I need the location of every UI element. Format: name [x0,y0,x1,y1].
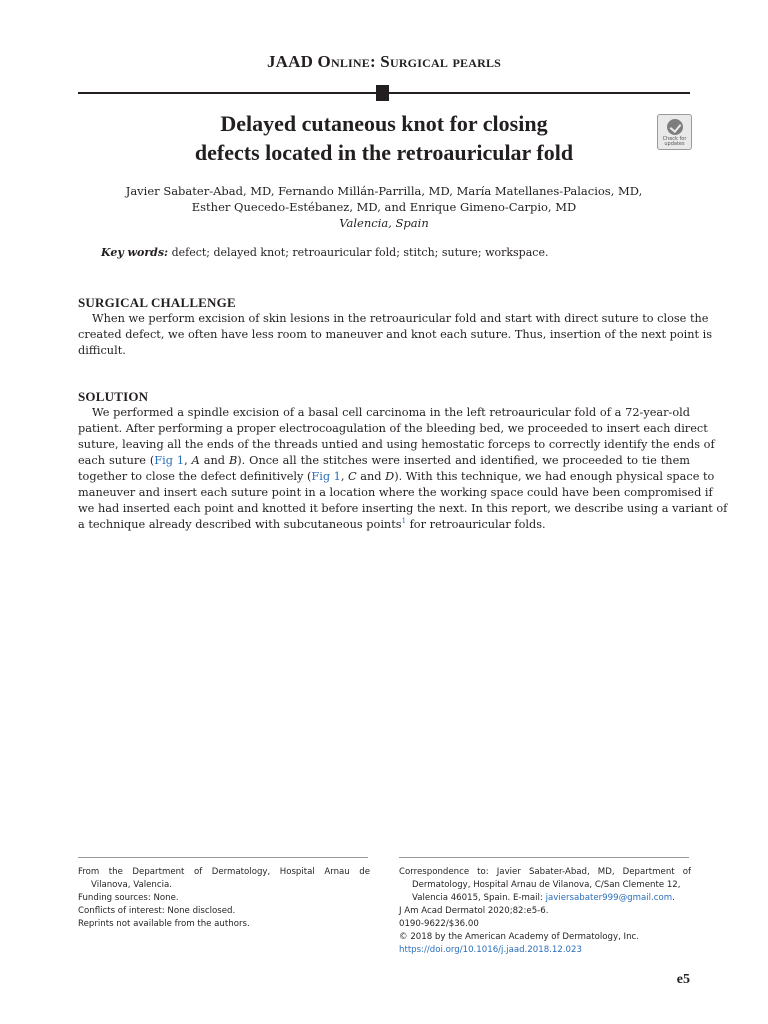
journal-section-header [0,52,768,72]
panel-label: C [348,470,357,483]
email-link[interactable]: javiersabater999@gmail.com [545,893,673,903]
footnotes-right [399,866,691,957]
issn: 0190-9622/$36.00 [399,919,479,929]
authors-line-2: Esther Quecedo-Estébanez, MD, and Enrique Gimeno-Carpio, MD [191,200,577,214]
text-line: When we perform excision of skin lesions in the retroauricular fold and start with direct suture to close the [92,312,709,325]
footnotes-left [78,866,370,931]
footnote-rule-left [78,857,368,858]
panel-label: B [228,454,238,467]
crossmark-label: Check for updates [662,136,687,147]
crossmark-icon [667,119,683,135]
text-segment: . [672,893,675,903]
text-segment: Valencia 46015, Spain. E-mail: [412,893,546,903]
article-title [120,109,648,167]
page-number: e5 [676,972,690,987]
correspondence-line-2: Dermatology, Hospital Arnau de Vilanova, C/San Clemente 12, [412,880,681,890]
panel-label: A [191,454,200,467]
correspondence-line-3 [399,892,691,905]
check-for-updates-badge[interactable] [657,114,692,150]
text-segment: and [356,470,386,483]
text-segment: , [340,470,349,483]
footnote-funding: Funding sources: None. [78,893,179,903]
keywords [101,245,548,260]
footnote-from-line-1: From the Department of Dermatology, Hospital Arnau de [78,867,370,877]
text-line: difficult. [78,344,126,357]
footnote-reprints: Reprints not available from the authors. [78,919,250,929]
affiliation: Valencia, Spain [339,216,429,230]
text-segment: for retroauricular folds. [406,518,546,531]
text-line: we had inserted each point and knotted it before inserting the next. In this report, we describe using a variant of [78,502,728,515]
reference-link[interactable]: 1 [401,517,407,526]
copyright: © 2018 by the American Academy of Dermatology, Inc. [399,932,639,942]
figure-link[interactable]: Fig 1 [311,470,341,483]
text-line [78,453,690,469]
paragraph-surgical-challenge [78,311,713,359]
text-line: patient. After performing a proper electrocoagulation of the bleeding bed, we proceeded to insert each direct [78,422,708,435]
text-segment: ). With this technique, we had enough physical space to [394,470,715,483]
citation: J Am Acad Dermatol 2020;82:e5-6. [399,906,549,916]
section-name-part2: Surgical pearls [380,52,502,71]
text-segment: each suture ( [78,454,155,467]
correspondence-line-1: Correspondence to: Javier Sabater-Abad, MD, Department of [399,867,691,877]
article-title-line-1: Delayed cutaneous knot for closing [220,111,548,136]
article-title-line-2: defects located in the retroauricular fold [194,140,574,165]
text-line [78,469,715,485]
journal-name: JAAD [266,52,314,71]
authors-line-1: Javier Sabater-Abad, MD, Fernando Millán-Parrilla, MD, María Matellanes-Palacios, MD, [125,184,643,198]
heading-surgical-challenge: SURGICAL CHALLENGE [78,295,236,310]
text-line: created defect, we often have less room to maneuver and knot each suture. Thus, insertion of the next point is [78,328,713,341]
text-line: suture, leaving all the ends of the threads untied and using hemostatic forceps to correctly identify the ends of [78,438,715,451]
panel-label: D [385,470,395,483]
heading-solution: SOLUTION [78,389,149,404]
text-segment: , [184,454,192,467]
figure-link[interactable]: Fig 1 [154,454,185,467]
keywords-label: Key words: [101,246,169,259]
footnote-rule-right [399,857,689,858]
doi-link[interactable]: https://doi.org/10.1016/j.jaad.2018.12.023 [399,945,582,955]
paragraph-solution [78,405,728,533]
text-line [78,517,690,533]
header-rule-marker [376,85,389,101]
text-segment: together to close the defect definitively ( [78,470,312,483]
footnote-from-line-2: Vilanova, Valencia. [91,880,172,890]
text-line: We performed a spindle excision of a basal cell carcinoma in the left retroauricular fold of a 72-year-old [92,406,690,419]
text-line: maneuver and insert each suture point in a location where the working space could have been compromised if [78,486,713,499]
text-segment: a technique already described with subcutaneous points [78,518,402,531]
text-segment: and [199,454,229,467]
footnote-conflicts: Conflicts of interest: None disclosed. [78,906,236,916]
text-segment: ). Once all the stitches were inserted and identified, we proceeded to tie them [237,454,690,467]
section-name-part1: Online: [317,52,376,71]
keywords-list: defect; delayed knot; retroauricular fold; stitch; suture; workspace. [171,246,549,259]
